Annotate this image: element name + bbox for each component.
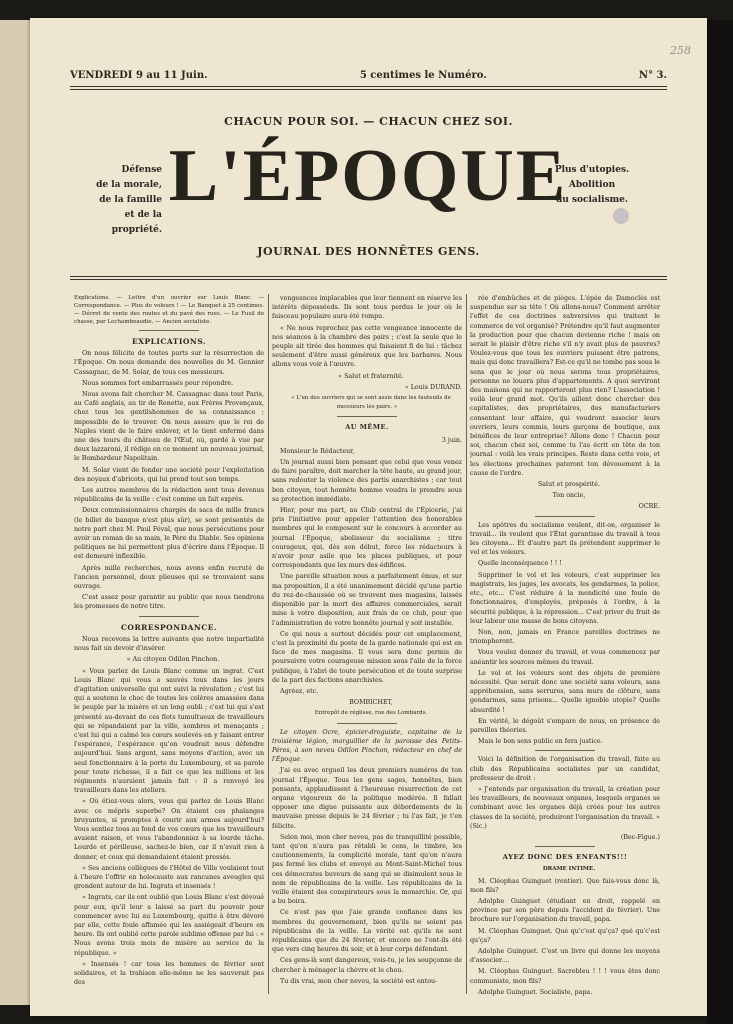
section-heading: EXPLICATIONS. — [131, 337, 207, 346]
column-divider — [466, 294, 467, 994]
top-rule — [70, 86, 667, 87]
newspaper-page — [30, 18, 707, 1016]
paragraph: Après mille recherches, nous avons enfin recruté de l'ancien personnel, deux plieuses qui se trouvaient sans ouvrage. — [74, 564, 264, 591]
signature-note: Entrepôt de réglisse, rue des Lombards. — [314, 710, 428, 717]
paragraph: « Insensés ! car tous les hommes de février sont solidaires, et la trahison elle-même ne les sauverait pas des — [74, 960, 264, 987]
top-rule-2 — [70, 89, 667, 90]
section-heading: AU MÊME. — [345, 423, 389, 432]
library-stamp — [613, 208, 629, 224]
paragraph: « Salut et fraternité. — [338, 372, 404, 380]
separator — [337, 416, 397, 417]
left-tag-line: Défense — [121, 165, 162, 175]
separator — [535, 750, 595, 751]
right-tag-line: Abolition — [568, 180, 616, 190]
paragraph: Le citoyen Ocre, épicier-droguiste, capitaine de la troisième légion, marguillier de la paroisse des Petits-Pères, à son neveu Odilon Pinchon, rédacteur en chef de l'Époque. — [272, 728, 462, 764]
paragraph: « Ingrats, car ils ont oublié que Louis Blanc s'est dévoué pour eux, qu'il leur a laissé sa part du pouvoir pour commencer avec lui au Luxembourg, quitte à être dévoré par elle, cette foule affamée qui les assiégeait d'heure en heure. Ils ont oublié cette parole sublime offense par lui : « Nous avons trois mois de misère au service de la république. » — [74, 894, 264, 957]
column-divider — [268, 294, 269, 994]
column-2 — [272, 294, 462, 1006]
paragraph: Tu dis vrai, mon cher neveu, la société est entou- — [280, 977, 438, 985]
paragraph: Salut et prospérité. — [537, 481, 601, 489]
paragraph: M. Cléophas Guinguet (rentier). Que fais-vous donc là, mon fils? — [470, 877, 660, 894]
issue-number: N° 3. — [638, 70, 667, 81]
dateline-small: 3 juin. — [441, 436, 462, 444]
issue-date: VENDREDI 9 au 11 Juin. — [70, 70, 208, 81]
newspaper-title: L'ÉPOQUE — [168, 135, 568, 217]
signature: BOMBICHET, — [349, 699, 393, 707]
paragraph: En vérité, le dégoût s'empare de nous, en présence de pareilles théories. — [470, 717, 660, 734]
paragraph: Voici la définition de l'organisation du travail, faite au club des Républicains socialistes par un candidat, professeur de droit : — [470, 756, 660, 782]
salutation: Monsieur le Rédacteur, — [280, 447, 355, 455]
paragraph: « Où étiez-vous alors, vous qui parlez de Louis Blanc avec ce mépris superbe? On étaient ces phalanges bruyantes, si promptes à courir aux armes aujourd'hui? Vous sentiez tous au fond de vos cœurs que les travailleurs avaient raison, et vous l'abandonniez à sa lourde tâche. Lourde et périlleuse, sachez-le bien, car il n'avait rien à donner, et ceux qui demandaient étaient pressés. — [74, 798, 264, 861]
paragraph: Selon moi, mon cher neveu, pas de tranquillité possible, tant qu'on n'aura pas rétabli le cens, le timbre, les cautionnements, la complicité morale, tant qu'on n'aura pas fermé les clubs et envoyé au Mont-Saint-Michel tous ces démocrates buveurs de sang qui se disimulent sous le nom de républicains de la veille. Les républicains de la veille étaient des conspirateurs sous la monarchie. Or, qui a bu boira. — [272, 833, 462, 906]
paragraph: Hier, pour ma part, au Club central de l'Épicerie, j'ai pris l'initiative pour appeler l'attention des honorables membres qui le composent sur le concours à accorder au journal l'Époque, abolisseur du socialisme ; titre courageux, qui, dès son début, force les rédacteurs à n'avoir pour asile que les places publiques, et pour correspondants que les murs des édifices. — [272, 507, 462, 570]
masthead-rule-2 — [70, 279, 667, 280]
paragraph: Vous voulez donner du travail, et vous commencez par anéantir les sources mêmes du travail. — [470, 649, 660, 666]
paragraph: « Vous parlez de Louis Blanc comme un ingrat. C'est Louis Blanc qui vous a sauvés tous dans les jours d'agitation universelle qui ont suivi la révolution ; c'est lui qui a soutenu le choc de toutes les colères amassées dans le peuple par la misère et un long oubli ; c'est lui qui s'est présenté au-devant de ces flots tumultueux de travailleurs qui se répandaient par la ville, sombres et menaçants ; c'est lui qui a calmé les cœurs soulevés en y faisant entrer l'espérance, l'espérance qu'on voudrait nous défendre aujourd'hui. Sans argent, sans moyens d'action, avec un seul fonctionnaire à la porte du Luxembourg, et sa parole pour toute richesse, il a fait ce que les millions et les régiments n'auraient jamais fait : il a renvoyé les travailleurs dans les ateliers. — [74, 667, 264, 795]
paragraph: M. Cléophas Guinguet. Sacrebleu ! ! ! vous êtes donc communiste, mon fils? — [470, 968, 660, 985]
paragraph: Ce qui nous a surtout décidés pour cet emplacement, c'est la proximité du poste de la garde nationale qui est en face de mes magasins. Il vous sera donc permis de poursuivre votre courageuse mission sous l'aile de la force publique, à l'abri de toute persécution et de toute surprise de la part des factions anarchistes. — [272, 630, 462, 684]
paragraph: Les autres membres de la rédaction sont tous devenus républicains de la veille : c'est comme un fait exprès. — [74, 487, 264, 504]
dateline — [70, 70, 667, 81]
section-subheading: DRAME INTIME. — [542, 866, 596, 873]
section-heading: AYEZ DONC DES ENFANTS!!! — [502, 853, 628, 862]
separator — [139, 616, 199, 617]
contents-summary: Explications. — Lettre d'un ouvrier sur Louis Blanc. — Correspondance. — Plus de voleurs ! — Le Banquet à 25 centimes. — Décret de vente des routes et du pavé des rues. — Le Fusil de chasse, par Lochambeaudie. — Ancien socialiste. — [74, 295, 264, 325]
signature: OCRE. — [638, 503, 660, 511]
left-page-edge — [0, 20, 30, 1005]
separator — [337, 723, 397, 724]
right-tagline — [547, 163, 637, 208]
separator — [139, 330, 199, 331]
paragraph: Adolphe Guinguet. Socialiste, papa. — [478, 988, 593, 996]
paragraph: Un journal aussi bien pensant que celui que vous venez de faire paraître, doit marcher la tête haute, au grand jour, sans redouter la violence des partis anarchistes ; car tout bon citoyen, tout honnête homme voudra le prendre sous sa protection immédiate. — [272, 459, 462, 503]
paragraph: Quelle inconséquence ! ! ! — [478, 560, 562, 568]
paragraph: Agréez, etc. — [280, 687, 319, 695]
right-tag-line: Plus d'utopies. — [554, 165, 630, 175]
signature: (Bec-Figue.) — [620, 833, 660, 841]
paragraph: Une pareille situation nous a parfaitement émus, et sur ma proposition, il a été unanimement décidé qu'une partie du rez-de-chaussée où se trouvent mes magasins, laissés disponible par la mort des affaires commerciales, serait mise à votre disposition, aux frais de ce club, pour que l'administration de votre honnête journal y soit installée. — [272, 573, 462, 627]
paragraph: Nous sommes fort embarrassés pour répondre. — [82, 379, 234, 387]
paragraph: J'ai eu avec orgueil les deux premiers numéros de ton journal l'Époque. Tous les gens sages, honnêtes, bien pensants, applaudissent à l'heureuse résurrection de cet organe vigoureux de la politique modérée. Il fallait opposer une digue puissante aux débordements de la mauvaise presse depuis le 24 février ; tu l'as fait, je t'en félicite. — [272, 767, 462, 830]
column-3 — [470, 294, 660, 1006]
paragraph: Ce n'est pas que j'aie grande confiance dans les membres du gouvernement, bien qu'ils ne soient pas républicains de la veille. La vérité est qu'ils ne sont républicains que du 24 février, et encore ne l'ont-ils été que vers cinq heures du soir, et à leur corps défendant. — [272, 909, 462, 954]
paragraph: Adolphe Guinguet. C'est un livre qui donne les moyens d'associer.... — [470, 948, 660, 965]
note: « L'un des ouvriers qui se sont assis dans les fauteuils de messieurs les pairs. » — [291, 395, 451, 411]
left-tagline — [72, 163, 162, 238]
paragraph: Non, non, jamais en France pareilles doctrines ne triompheront. — [470, 628, 660, 646]
handwritten-number: 258 — [670, 44, 691, 57]
left-tag-line: de la morale, — [96, 180, 162, 190]
separator — [535, 846, 595, 847]
signature: « Louis DURAND. — [404, 383, 462, 391]
paragraph: Nous avons fait chercher M. Cassagnac dans tout Paris, au Café anglais, au tir de Renette, aux Frères Provençaux, chez tous les gentilshommes de sa connaissance ; impossible de le trouver. On nous assure que le roi de Naples vient de le faire enlever, et le tient enfermé dans une des tours du château de l'Œuf, où, gardé à vue par deux lazzaroni, il rédige en ce moment un nouveau journal, le Bombardeur Napolitain. — [74, 391, 264, 463]
paragraph: M. Cléophas Guinguet. Qué qu'c'est qu'ça? qué qu'c'est qu'ça? — [470, 927, 660, 944]
issue-price: 5 centimes le Numéro. — [359, 70, 487, 81]
separator — [535, 516, 595, 517]
masthead-rule — [70, 276, 667, 277]
motto: CHACUN POUR SOI. — CHACUN CHEZ SOI. — [224, 115, 513, 128]
paragraph: Les apôtres du socialisme veulent, dit-on, organiser le travail... ils veulent que l'État garantisse du travail à tous les citoyens... Et d'autre part ils prétendent supprimer le vol et les voleurs. — [470, 521, 660, 557]
background-edge — [707, 20, 733, 1024]
paragraph: C'est assez pour garantir au public que nous tiendrons les promesses de notre titre. — [74, 594, 264, 611]
paragraph: Le vol et les voleurs sont des objets de première nécessité. Que serait donc une société sans voleurs, sans appréhension, sans serrures, sans murs de clôture, sans gendarmes, sans prisons... Quelle ignoble utopie? Quelle absurdité ! — [470, 669, 660, 714]
paragraph: rée d'embûches et de pièges. L'épée de Damoclès est suspendue sur sa tête ! Où allons-nous? Comment arrêter l'effet de ces doctrines subversives qui traitent le commerce de vol organisé? Prétendre qu'il faut augmenter la production pour que chacun devienne riche ! mais on serait le plaisir d'être riche s'il n'y avait plus de pauvres? Voulez-vous que tous les ouvriers puissent être patrons, mais qui donc travaillera? Est-ce qu'il ne tombe pas sous le sens que le jour où nous serons tous propriétaires, personne ne louera plus d'appartements. A quoi serviront des maisons qui ne rapporteront plus rien? L'association ! voilà leur grand mot. Qu'ils aillent donc chercher des capitalistes, des propriétaires, des manufacturiers consentant leur affaire, qui voudront associer leurs ouvriers, leurs commis, leurs garçons de boutique, aux bénéfices de leur entreprise? Allons donc ! Chacun pour soi, chacun chez soi, comme tu l'as écrit en tête de ton journal : voilà les vrais principes. Reste dans cette voie, et les élections prochaines pateront ton dévouement à la cause de l'ordre. — [470, 295, 660, 477]
paragraph: Deux commissionnaires chargés de sacs de mille francs (le billet de banque n'est plus sûr), se sont présentés de notre part chez M. Paul Féval, que nous persécutions pour avoir un roman de sa main, le Père du Diable. Ses opinions politiques ne lui permettent plus d'écrire dans l'Époque. Il est demeuré inflexible. — [74, 507, 264, 561]
paragraph: M. Solar vient de fonder une société pour l'exploitation des noyaux d'abricots, qui lui prend tout son temps. — [74, 466, 264, 483]
paragraph: Ton oncle, — [552, 492, 586, 500]
paragraph: Mais le bon sens public en fera justice. — [478, 738, 603, 746]
paragraph: « Au citoyen Odilon Pinchon. — [126, 656, 220, 664]
paragraph: « Ses anciens collègues de l'Hôtel de Ville voulaient tout à l'heure l'offrir en holocauste aux rancunes aveugles qui grondent autour de lui. Ingrats et insensés ! — [74, 864, 264, 891]
paragraph: Supprimer le vol et les voleurs, c'est supprimer les magistrats, les juges, les avocats, les gendarmes, la police, etc., etc... C'est réduire à la mendicité une foule de fonctionnaires, d'employés, préposés à l'ordre, à la sécurité publique, à la répression... C'est priver du fruit de leur labeur une masse de bons citoyens. — [470, 571, 660, 625]
newspaper-subtitle: JOURNAL DES HONNÊTES GENS. — [257, 245, 480, 258]
left-tag-line: et de la propriété. — [111, 210, 162, 235]
right-tag-line: du socialisme. — [555, 195, 629, 205]
paragraph: On nous félicite de toutes parts sur la résurrection de l'Époque. On nous demande des nouvelles de M. Gennier Cassagnac, de M. Solar, de tous ces messieurs. — [74, 350, 264, 376]
paragraph: vengeances implacables que leur tiennent en réserve les intérêts déposséeds. Ils sont tous perdus le jour où le faisceau populaire aura été rompu. — [272, 295, 462, 321]
left-tag-line: de la famille — [99, 195, 162, 205]
section-heading: CORRESPONDANCE. — [120, 622, 218, 632]
paragraph: Ces gens-là sont dangereux, vois-tu, je les soupçonne de chercher à ménager la chèvre et le chou. — [272, 957, 462, 974]
paragraph: Nous recevons la lettre suivante que notre impartialité nous fait un devoir d'insérer. — [74, 635, 264, 653]
paragraph: Adolphe Guinguet (étudiant en droit, rappelé en province par son père depuis l'accident de février). Une brochure sur l'organisation du travail, papa. — [470, 897, 660, 924]
paragraph: « Ne nous reprochez pas cette vengeance innocente de nos séances à la chambre des pairs ; c'est la seule que le peuple ait tirée des hommes qui faisaient fi de lui : tâchez seulement d'être aussi généreux que les barbares. Nous allons vous voir à l'œuvre. — [272, 324, 462, 369]
paragraph: « J'entends par organisation du travail, la création pour les travailleurs, de nouveaux organes, lesquels organes se combinant avec les organes déjà créés pour les autres classes de la société, produiront l'organisation du travail. » (Sic.) — [470, 785, 660, 830]
column-1 — [74, 294, 264, 1006]
